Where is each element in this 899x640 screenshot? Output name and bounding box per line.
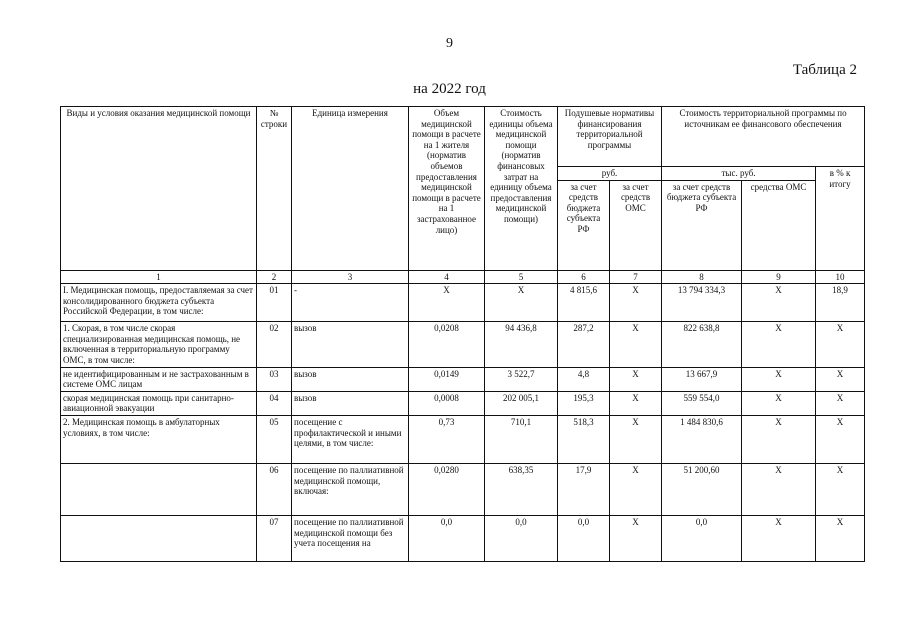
header-oms-thous: средства ОМС — [742, 180, 816, 270]
row-oms-rub: X — [610, 284, 662, 322]
row-unit: вызов — [292, 367, 409, 391]
row-budget-rub: 4,8 — [558, 367, 610, 391]
row-unit-cost: 202 005,1 — [485, 391, 558, 415]
row-budget-thous: 0,0 — [662, 515, 742, 561]
row-number: 07 — [257, 515, 292, 561]
header-thous-rub: тыс. руб. — [662, 167, 816, 181]
table-row — [61, 284, 865, 322]
row-volume: 0,0208 — [409, 322, 485, 367]
header-percent: в % к итогу — [816, 167, 865, 271]
table-row — [61, 322, 865, 367]
row-unit: вызов — [292, 322, 409, 367]
row-unit: вызов — [292, 391, 409, 415]
row-budget-rub: 17,9 — [558, 463, 610, 515]
row-oms-rub: X — [610, 367, 662, 391]
row-unit-cost: 94 436,8 — [485, 322, 558, 367]
header-unit: Единица измерения — [292, 107, 409, 271]
row-name: не идентифицированным и не застрахованным в системе ОМС лицам — [61, 367, 257, 391]
row-budget-thous: 13 667,9 — [662, 367, 742, 391]
row-volume: 0,0280 — [409, 463, 485, 515]
column-number: 8 — [662, 270, 742, 284]
row-oms-thous: X — [742, 515, 816, 561]
row-percent: X — [816, 515, 865, 561]
header-budget-thous: за счет средств бюджета субъекта РФ — [662, 180, 742, 270]
row-oms-thous: X — [742, 391, 816, 415]
column-number: 6 — [558, 270, 610, 284]
row-oms-thous: X — [742, 284, 816, 322]
row-oms-rub: X — [610, 515, 662, 561]
column-number: 10 — [816, 270, 865, 284]
row-percent: X — [816, 463, 865, 515]
row-number: 05 — [257, 415, 292, 463]
row-oms-thous: X — [742, 367, 816, 391]
row-unit-cost: 710,1 — [485, 415, 558, 463]
row-oms-rub: X — [610, 391, 662, 415]
row-budget-thous: 559 554,0 — [662, 391, 742, 415]
row-oms-rub: X — [610, 415, 662, 463]
row-unit: посещение с профилактической и иными целями, в том числе: — [292, 415, 409, 463]
header-program-cost: Стоимость территориальной программы по источникам ее финансового обеспечения — [662, 107, 865, 167]
row-name: скорая медицинская помощь при санитарно-авиационной эвакуации — [61, 391, 257, 415]
header-budget-rub: за счет средств бюджета субъекта РФ — [558, 180, 610, 270]
table-row — [61, 415, 865, 463]
column-number: 7 — [610, 270, 662, 284]
row-budget-rub: 195,3 — [558, 391, 610, 415]
row-budget-thous: 13 794 334,3 — [662, 284, 742, 322]
header-care-types: Виды и условия оказания медицинской помощи — [61, 107, 257, 271]
row-number: 03 — [257, 367, 292, 391]
row-number: 01 — [257, 284, 292, 322]
row-percent: X — [816, 391, 865, 415]
table-year-title: на 2022 год — [413, 81, 486, 97]
row-oms-rub: X — [610, 322, 662, 367]
row-name: I. Медицинская помощь, предоставляемая за счет консолидированного бюджета субъекта Российской Федерации, в том числе: — [61, 284, 257, 322]
table-row — [61, 463, 865, 515]
program-cost-table — [60, 106, 865, 562]
column-number: 2 — [257, 270, 292, 284]
row-number: 04 — [257, 391, 292, 415]
header-rub: руб. — [558, 167, 662, 181]
column-number: 9 — [742, 270, 816, 284]
table-row — [61, 515, 865, 561]
row-volume: 0,73 — [409, 415, 485, 463]
table-row — [61, 367, 865, 391]
header-volume: Объем медицинской помощи в расчете на 1 жителя (норматив объемов предоставления медицинской помощи в расчете на 1 застрахованное лицо) — [409, 107, 485, 271]
row-budget-rub: 518,3 — [558, 415, 610, 463]
row-percent: X — [816, 322, 865, 367]
header-oms-rub: за счет средств ОМС — [610, 180, 662, 270]
row-budget-thous: 1 484 830,6 — [662, 415, 742, 463]
row-volume: 0,0149 — [409, 367, 485, 391]
row-budget-thous: 51 200,60 — [662, 463, 742, 515]
row-number: 02 — [257, 322, 292, 367]
row-unit-cost: 3 522,7 — [485, 367, 558, 391]
row-number: 06 — [257, 463, 292, 515]
column-number: 3 — [292, 270, 409, 284]
table-label: Таблица 2 — [792, 62, 857, 78]
row-percent: X — [816, 367, 865, 391]
row-volume: 0,0008 — [409, 391, 485, 415]
row-oms-thous: X — [742, 322, 816, 367]
header-per-capita: Подушевые нормативы финансирования территориальной программы — [558, 107, 662, 167]
row-percent: 18,9 — [816, 284, 865, 322]
row-budget-rub: 0,0 — [558, 515, 610, 561]
row-volume: 0,0 — [409, 515, 485, 561]
page-number: 9 — [446, 36, 453, 51]
row-budget-rub: 287,2 — [558, 322, 610, 367]
row-volume: X — [409, 284, 485, 322]
row-name — [61, 515, 257, 561]
row-name: 1. Скорая, в том числе скорая специализированная медицинская помощь, не включенная в территориальную программу ОМС, в том числе: — [61, 322, 257, 367]
column-number: 1 — [61, 270, 257, 284]
row-unit: посещение по паллиативной медицинской помощи без учета посещения на — [292, 515, 409, 561]
row-percent: X — [816, 415, 865, 463]
row-name — [61, 463, 257, 515]
row-oms-thous: X — [742, 463, 816, 515]
header-unit-cost: Стоимость единицы объема медицинской помощи (норматив финансовых затрат на единицу объема предоставления медицинской помощи) — [485, 107, 558, 271]
column-number: 5 — [485, 270, 558, 284]
row-unit: посещение по паллиативной медицинской помощи, включая: — [292, 463, 409, 515]
row-unit-cost: X — [485, 284, 558, 322]
row-oms-thous: X — [742, 415, 816, 463]
row-oms-rub: X — [610, 463, 662, 515]
row-name: 2. Медицинская помощь в амбулаторных условиях, в том числе: — [61, 415, 257, 463]
row-unit: - — [292, 284, 409, 322]
header-row-number: № строки — [257, 107, 292, 271]
table-row — [61, 391, 865, 415]
row-unit-cost: 638,35 — [485, 463, 558, 515]
column-number: 4 — [409, 270, 485, 284]
row-budget-thous: 822 638,8 — [662, 322, 742, 367]
row-unit-cost: 0,0 — [485, 515, 558, 561]
row-budget-rub: 4 815,6 — [558, 284, 610, 322]
